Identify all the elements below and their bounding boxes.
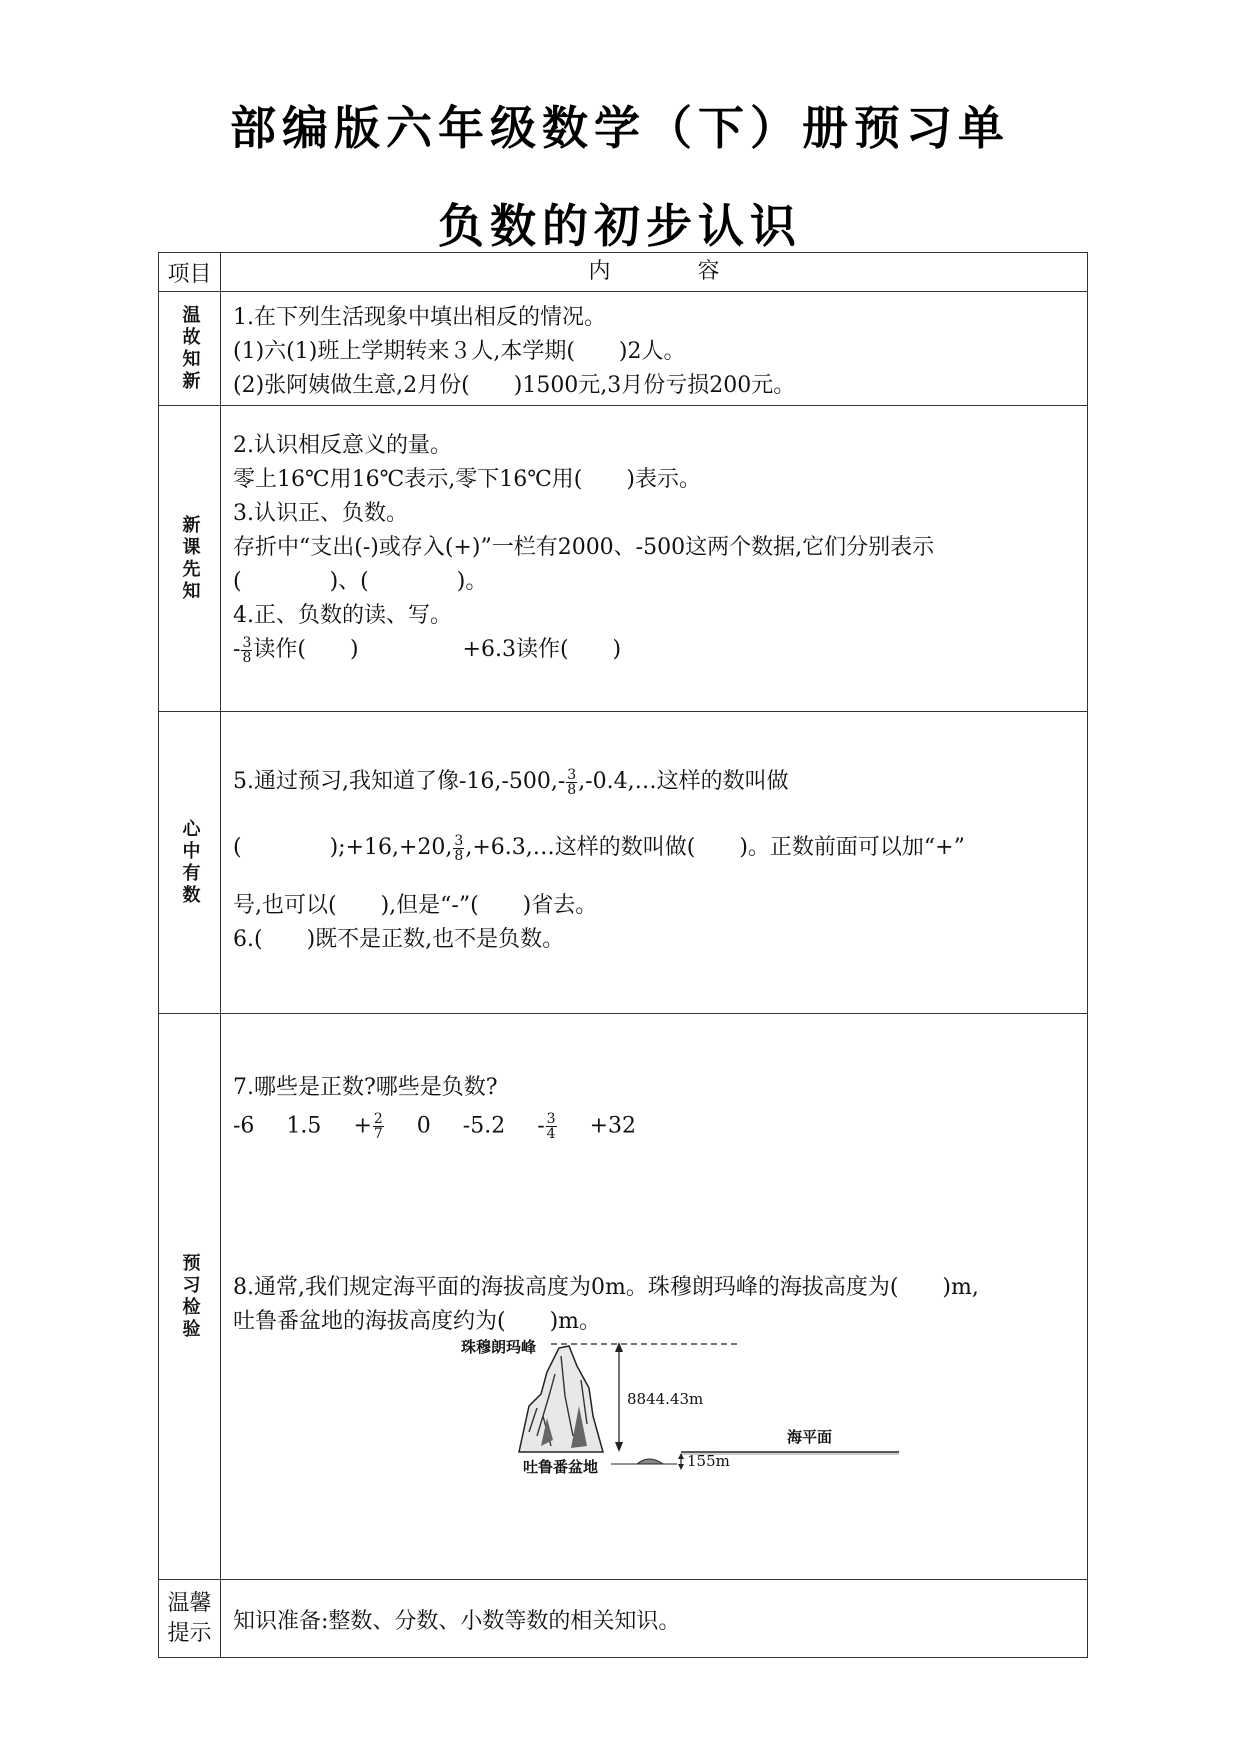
table-header-row — [159, 253, 1087, 291]
question-5a: 5.通过预习,我知道了像-16,-500,- $\frac{3}{8}$ ,-0.4,…这样的数叫做 — [233, 766, 789, 798]
question-7: 7.哪些是正数?哪些是负数? — [233, 1075, 498, 1100]
fraction: $\frac{3}{8}$ — [242, 634, 252, 666]
label-sea-level: 海平面 — [787, 1428, 833, 1446]
question-2a: 零上16℃用16℃表示,零下16℃用( )表示。 — [233, 467, 701, 492]
question-8b: 吐鲁番盆地的海拔高度约为( )m。 — [233, 1309, 602, 1334]
question-7-numbers: -6 1.5 + $\frac{2}{7}$ 0 -5.2 - $\frac{3}{4}$ +32 — [233, 1111, 637, 1142]
read-blank-2: +6.3读作( ) — [462, 637, 622, 662]
label-peak: 珠穆朗玛峰 — [461, 1338, 537, 1356]
question-1a: (1)六(1)班上学期转来３人,本学期( )2人。 — [233, 339, 686, 364]
fraction-sign: - — [233, 637, 241, 662]
row-review — [159, 291, 1087, 405]
content-check — [221, 1014, 1087, 1579]
row-tip — [159, 1579, 1087, 1657]
question-5b: ( );+16,+20, $\frac{3}{8}$ ,+6.3,…这样的数叫做( )。正数前面可以加“+” — [233, 832, 965, 864]
row-check — [159, 1013, 1087, 1579]
label-height: 8844.43m — [627, 1390, 704, 1408]
question-3b: ( )、( )。 — [233, 569, 488, 594]
fraction: $\frac{3}{8}$ — [454, 832, 464, 864]
question-8a: 8.通常,我们规定海平面的海拔高度为0m。珠穆朗玛峰的海拔高度为( )m, — [233, 1275, 979, 1300]
content-review — [221, 292, 1087, 405]
question-4-items — [233, 632, 621, 665]
question-3: 3.认识正、负数。 — [233, 501, 408, 526]
number-item: +32 — [589, 1113, 637, 1139]
header-content-cell — [221, 253, 1087, 291]
label-review: 温故知新 — [159, 292, 221, 405]
question-4: 4.正、负数的读、写。 — [233, 603, 452, 628]
question-1: 1.在下列生活现象中填出相反的情况。 — [233, 305, 606, 330]
tip-text: 知识准备:整数、分数、小数等数的相关知识。 — [233, 1609, 681, 1634]
row-mind — [159, 711, 1087, 1013]
question-5c: 号,也可以( ),但是“-”( )省去。 — [233, 893, 598, 918]
label-tip: 温馨提示 — [159, 1580, 221, 1657]
number-item: -5.2 — [462, 1113, 506, 1139]
content-new — [221, 406, 1087, 711]
row-new — [159, 405, 1087, 711]
label-new: 新课先知 — [159, 406, 221, 711]
question-2: 2.认识相反意义的量。 — [233, 433, 452, 458]
page-subtitle: 负数的初步认识 — [438, 199, 802, 253]
content-mind — [221, 712, 1087, 1013]
number-item: 0 — [416, 1113, 431, 1139]
question-6: 6.( )既不是正数,也不是负数。 — [233, 927, 565, 952]
label-basin: 吐鲁番盆地 — [523, 1458, 599, 1476]
question-3a: 存折中“支出(-)或存入(+)”一栏有2000、-500这两个数据,它们分别表示 — [233, 535, 935, 560]
number-item: -6 — [233, 1113, 255, 1139]
label-mind: 心中有数 — [159, 712, 221, 1013]
content-tip — [221, 1580, 1087, 1657]
worksheet-table — [158, 252, 1088, 1658]
fraction: $\frac{3}{8}$ — [567, 766, 577, 798]
read-blank-1: 读作( ) — [253, 637, 359, 662]
label-depth: 155m — [687, 1452, 730, 1470]
number-item: 1.5 — [286, 1113, 322, 1139]
question-1b: (2)张阿姨做生意,2月份( )1500元,3月份亏损200元。 — [233, 373, 796, 398]
altitude-diagram — [441, 1336, 961, 1476]
fraction: $\frac{2}{7}$ — [373, 1111, 383, 1142]
label-check: 预习检验 — [159, 1014, 221, 1579]
page-title: 部编版六年级数学（下）册预习单 — [230, 101, 1010, 155]
header-item: 项目 — [159, 253, 221, 291]
header-content: 内 容 — [588, 259, 760, 284]
fraction: $\frac{3}{4}$ — [546, 1111, 556, 1142]
